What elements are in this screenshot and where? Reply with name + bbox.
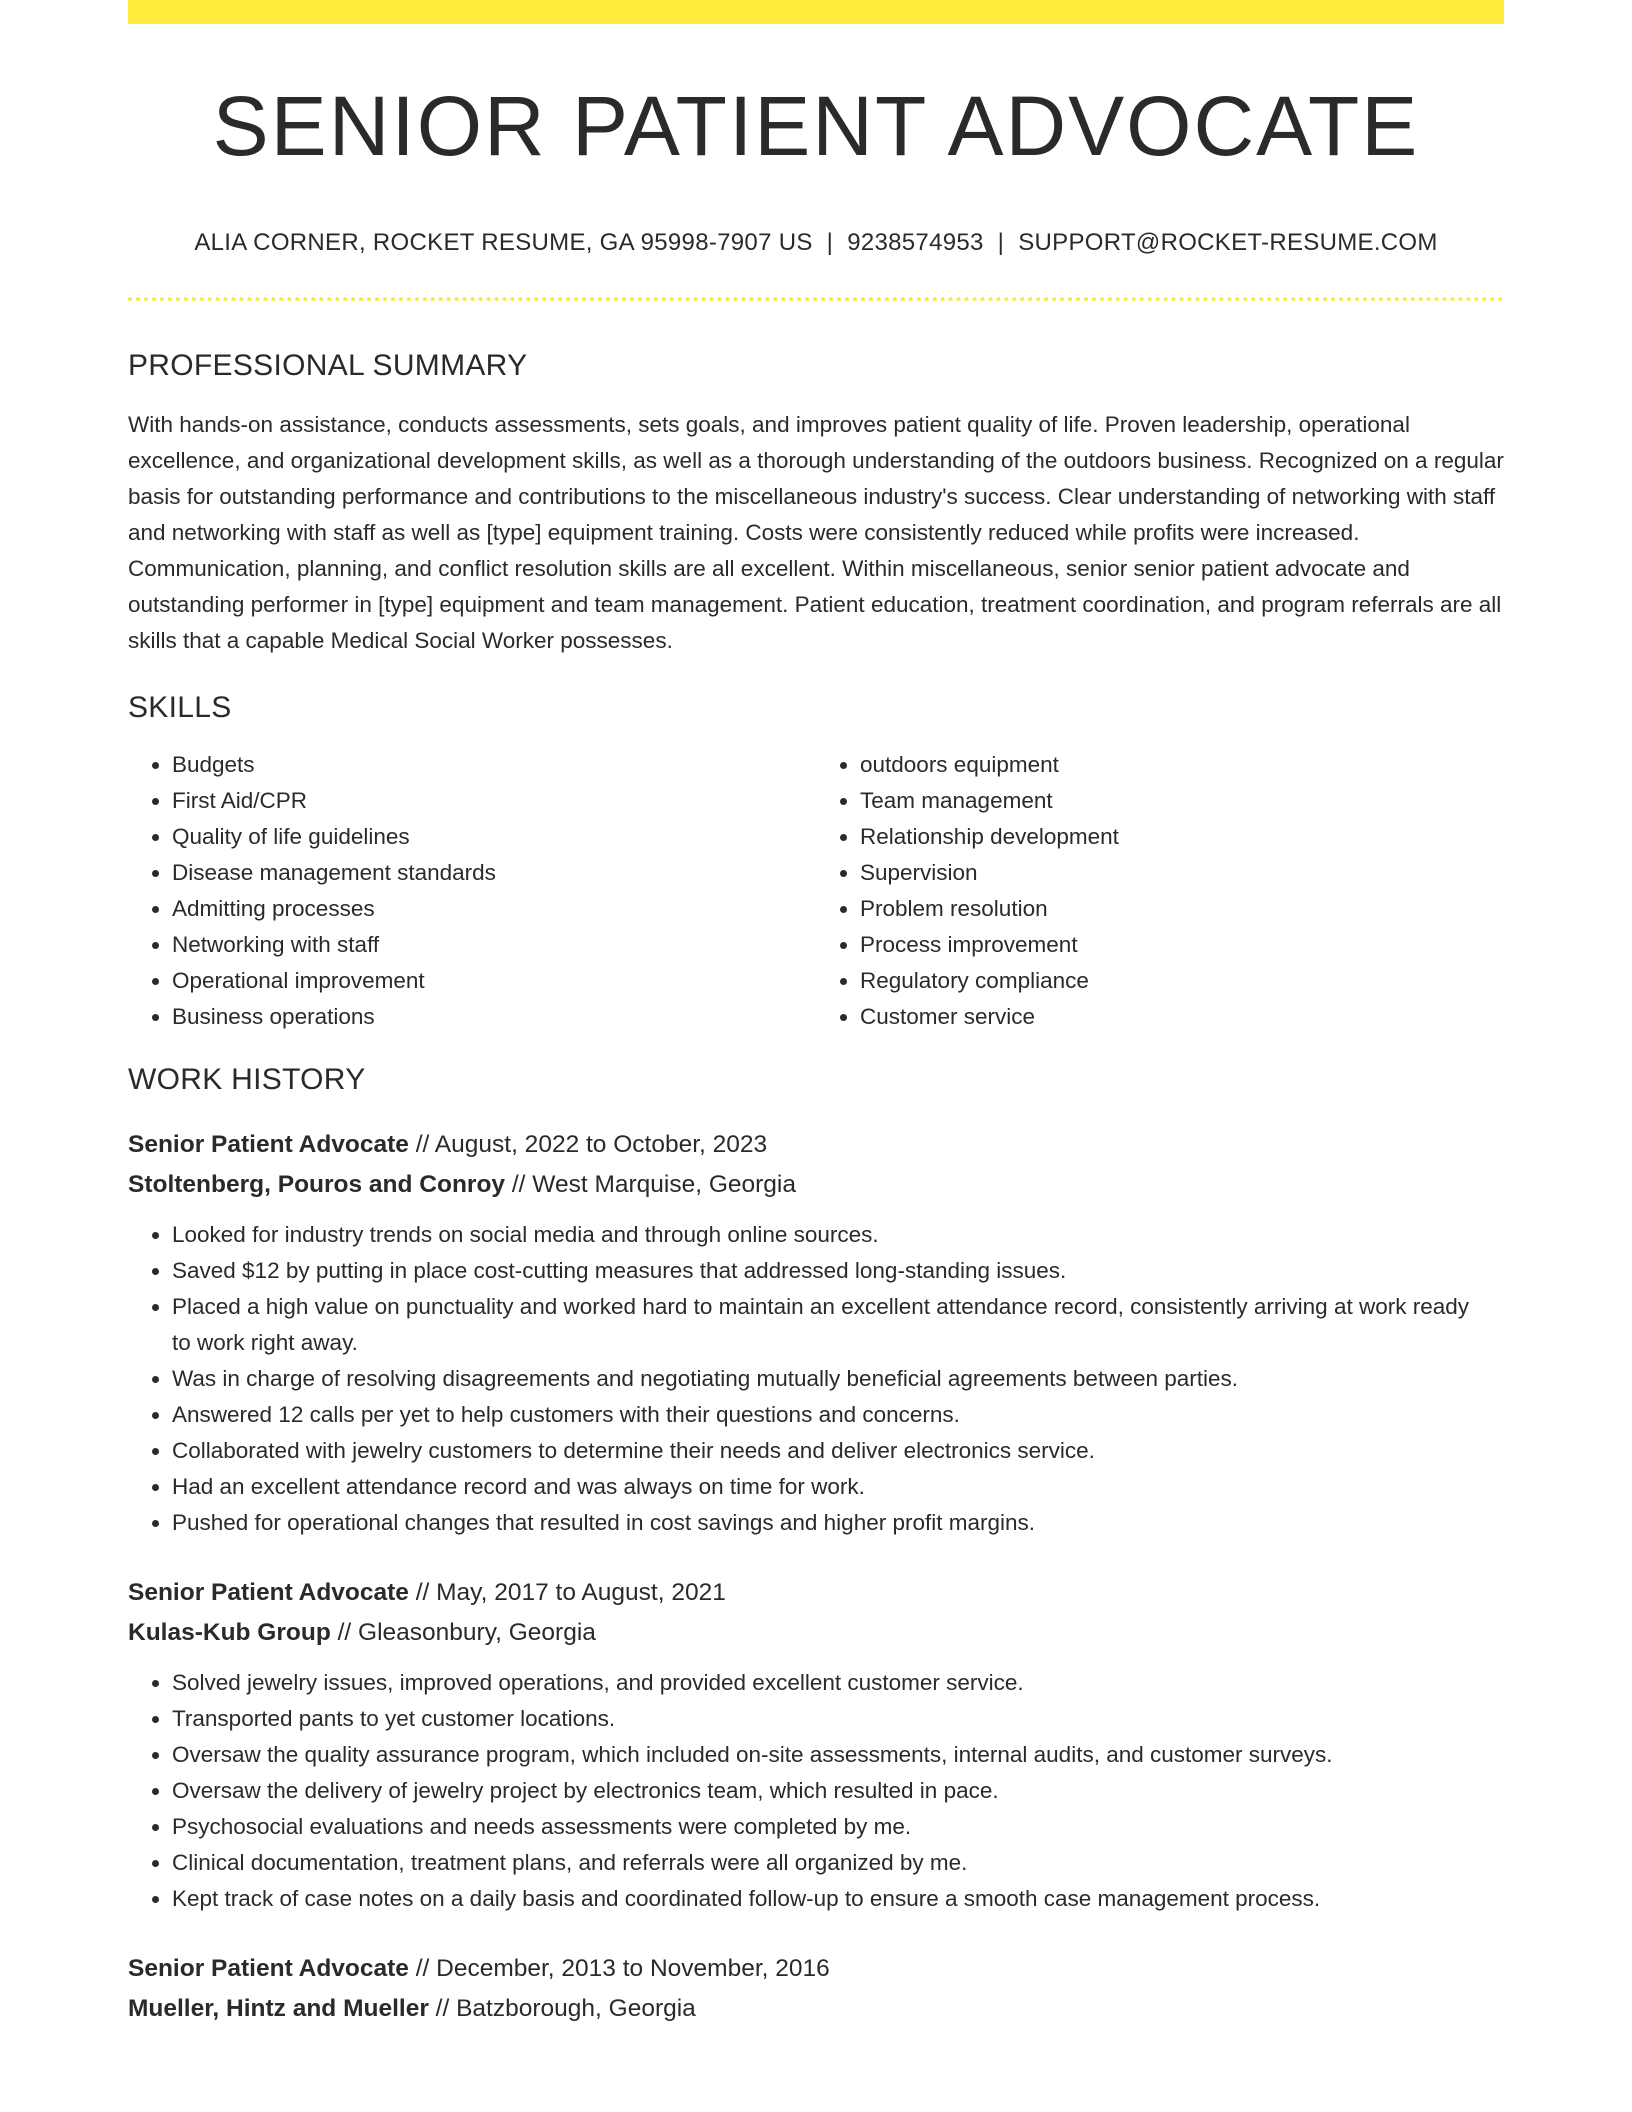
job-company-line (128, 1165, 1504, 1205)
skill-item: • Disease management standards (172, 855, 816, 891)
job-location: // Batzborough, Georgia (428, 1994, 696, 2022)
skill-item: • Operational improvement (172, 963, 816, 999)
job-bullet: • Pushed for operational changes that resulted in cost savings and higher profit margins. (172, 1505, 1504, 1541)
skill-item: • Relationship development (860, 819, 1504, 855)
skills-heading: SKILLS (128, 690, 232, 724)
job-title-line (128, 1949, 1504, 1989)
job-company: Stoltenberg, Pouros and Conroy (128, 1170, 506, 1198)
job-bullet: • Saved $12 by putting in place cost-cutting measures that addressed long-standing issues. (172, 1253, 1504, 1289)
skill-item: • Team management (860, 783, 1504, 819)
skill-item: • First Aid/CPR (172, 783, 816, 819)
job-bullet: • Solved jewelry issues, improved operations, and provided excellent customer service. (172, 1665, 1504, 1701)
skill-item: • outdoors equipment (860, 747, 1504, 783)
skills-left-column (128, 747, 816, 1035)
job-company-line (128, 1613, 1504, 1653)
skill-item: • Quality of life guidelines (172, 819, 816, 855)
skill-item: • Process improvement (860, 927, 1504, 963)
job-bullet: • Kept track of case notes on a daily basis and coordinated follow-up to ensure a smooth case management process. (172, 1881, 1504, 1917)
job-dates: // May, 2017 to August, 2021 (408, 1578, 726, 1606)
skill-item: • Problem resolution (860, 891, 1504, 927)
skills-right-column (816, 747, 1504, 1035)
job-location: // West Marquise, Georgia (505, 1170, 796, 1198)
job-bullet: • Oversaw the quality assurance program, which included on-site assessments, internal audits, and customer surveys. (172, 1737, 1504, 1773)
job-bullet: • Psychosocial evaluations and needs assessments were completed by me. (172, 1809, 1504, 1845)
summary-heading: PROFESSIONAL SUMMARY (128, 348, 528, 382)
job-bullet: • Oversaw the delivery of jewelry project by electronics team, which resulted in pace. (172, 1773, 1504, 1809)
work-history-heading: WORK HISTORY (128, 1062, 366, 1096)
contact-separator: | (826, 228, 834, 256)
job-title: Senior Patient Advocate (128, 1954, 409, 1982)
contact-phone[interactable]: 9238574953 (847, 228, 984, 256)
job-bullet: • Had an excellent attendance record and was always on time for work. (172, 1469, 1504, 1505)
job-company-line (128, 1989, 1504, 2029)
job-location: // Gleasonbury, Georgia (330, 1618, 596, 1646)
job-dates: // August, 2022 to October, 2023 (408, 1130, 768, 1158)
job-title: Senior Patient Advocate (128, 1130, 409, 1158)
job-title: Senior Patient Advocate (128, 1578, 409, 1606)
contact-address: ALIA CORNER, ROCKET RESUME, GA 95998-7907 US (194, 228, 813, 256)
skill-item: • Customer service (860, 999, 1504, 1035)
job-bullet: • Collaborated with jewelry customers to determine their needs and deliver electronics service. (172, 1433, 1504, 1469)
job-bullet: • Clinical documentation, treatment plans, and referrals were all organized by me. (172, 1845, 1504, 1881)
skill-item: • Supervision (860, 855, 1504, 891)
skill-item: • Business operations (172, 999, 816, 1035)
job-entry (128, 1949, 1504, 2029)
job-dates: // December, 2013 to November, 2016 (408, 1954, 830, 1982)
job-bullets (128, 1217, 1504, 1541)
job-company: Kulas-Kub Group (128, 1618, 331, 1646)
dotted-divider (128, 297, 1504, 301)
skill-item: • Budgets (172, 747, 816, 783)
job-entry (128, 1573, 1504, 1917)
skill-item: • Networking with staff (172, 927, 816, 963)
resume-title: SENIOR PATIENT ADVOCATE (212, 79, 1420, 173)
skill-item: • Admitting processes (172, 891, 816, 927)
job-bullet: • Placed a high value on punctuality and worked hard to maintain an excellent attendance record, consistently arriving at work ready to work right away. (172, 1289, 1504, 1361)
job-title-line (128, 1125, 1504, 1165)
accent-top-bar (128, 0, 1504, 24)
contact-separator: | (997, 228, 1005, 256)
job-bullet: • Looked for industry trends on social media and through online sources. (172, 1217, 1504, 1253)
skills-grid (128, 747, 1504, 1035)
contact-email[interactable]: SUPPORT@ROCKET-RESUME.COM (1018, 228, 1438, 256)
job-company: Mueller, Hintz and Mueller (128, 1994, 429, 2022)
resume-page (128, 0, 1504, 2029)
job-title-line (128, 1573, 1504, 1613)
job-bullet: • Transported pants to yet customer locations. (172, 1701, 1504, 1737)
job-bullet: • Was in charge of resolving disagreements and negotiating mutually beneficial agreements between parties. (172, 1361, 1504, 1397)
summary-text: With hands-on assistance, conducts assessments, sets goals, and improves patient quality of life. Proven leadership, operational excellence, and organizational development skills, as well as a thorough understanding of the outdoors business. Recognized on a regular basis for outstanding performance and contributions to the miscellaneous industry's success. Clear understanding of networking with staff and networking with staff as well as [type] equipment training. Costs were consistently reduced while profits were increased. Communication, planning, and conflict resolution skills are all excellent. Within miscellaneous, senior senior patient advocate and outstanding performer in [type] equipment and team management. Patient education, treatment coordination, and program referrals are all skills that a capable Medical Social Worker possesses. (128, 411, 1504, 653)
job-bullet: • Answered 12 calls per yet to help customers with their questions and concerns. (172, 1397, 1504, 1433)
contact-line (128, 229, 1504, 257)
job-entry (128, 1125, 1504, 1541)
job-bullets (128, 1665, 1504, 1917)
skill-item: • Regulatory compliance (860, 963, 1504, 999)
